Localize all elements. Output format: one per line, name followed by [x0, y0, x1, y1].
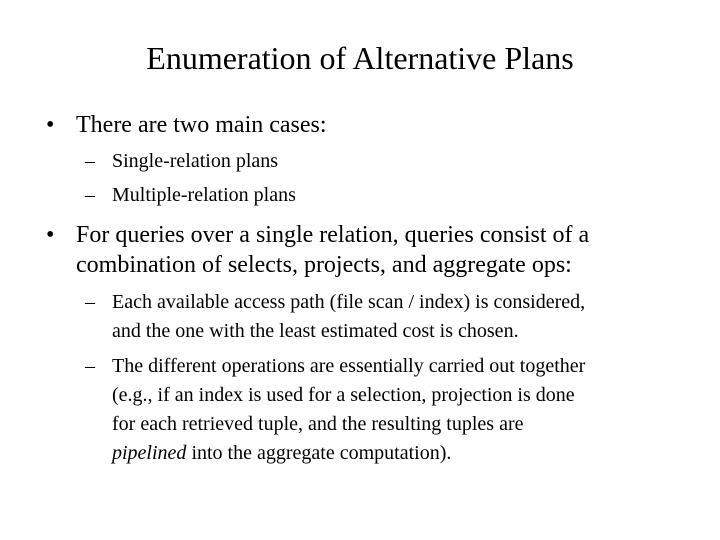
- bullet-dot-icon: •: [46, 222, 55, 248]
- slide-title: Enumeration of Alternative Plans: [146, 40, 574, 76]
- dash-icon: –: [85, 150, 95, 172]
- sub-bullet-line: and the one with the least estimated cost is chosen.: [112, 320, 519, 342]
- dash-icon: –: [85, 291, 95, 313]
- bullet-line: For queries over a single relation, queries consist of a: [76, 222, 590, 248]
- pipelined-term: pipelined: [112, 442, 187, 464]
- sub-bullet-text: Multiple-relation plans: [112, 184, 296, 206]
- sub-bullet-line: Each available access path (file scan / index) is considered,: [112, 291, 586, 313]
- sub-bullet-line-rest: into the aggregate computation).: [186, 442, 452, 464]
- sub-bullet-text: Single-relation plans: [112, 150, 279, 172]
- bullet-text: There are two main cases:: [76, 112, 327, 138]
- sub-bullet-line-last: [112, 439, 585, 468]
- sub-bullet-line: (e.g., if an index is used for a selection, projection is done: [112, 384, 575, 406]
- dash-icon: –: [85, 184, 95, 206]
- sub-bullet-text: [112, 288, 585, 346]
- bullet-line: combination of selects, projects, and aggregate ops:: [76, 252, 572, 278]
- bullet-text: [76, 220, 589, 280]
- dash-icon: –: [85, 355, 95, 377]
- sub-bullet-line: for each retrieved tuple, and the resulting tuples are: [112, 413, 524, 435]
- sub-bullet-line: The different operations are essentially carried out together: [112, 355, 586, 377]
- bullet-dot-icon: •: [46, 112, 55, 138]
- sub-bullet-text: [112, 352, 585, 468]
